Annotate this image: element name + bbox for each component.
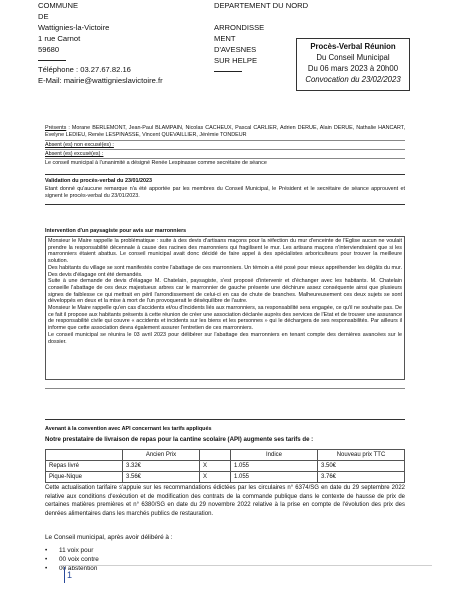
table-cell: 1.055 xyxy=(231,461,318,472)
absents-excuses: Absent (es) excusé(es) : xyxy=(45,151,104,157)
tarifs-paragraph: Cette actualisation tarifaire s'appuie sur les recommandations édictées par les circulaires n° 6374/SG en date du 29 septembre 2022 relative aux conditions d'exécution et de modification des contrats de la commande publique dans le contexte de hausse de prix de certaines matières premières et n° 6380/SG en date du 29 novembre 2022 relative à la prise en compte de l'évolution des prix des denrées alimentaires dans les marchés publics de restauration. xyxy=(45,485,405,517)
divider xyxy=(45,158,405,159)
section-rule xyxy=(45,174,405,175)
table-cell: 3.50€ xyxy=(318,461,405,472)
tarifs-table xyxy=(45,449,405,483)
divider xyxy=(45,140,405,141)
list-item: • 00 voix contre xyxy=(45,555,99,564)
commune-postcode: 59680 xyxy=(38,45,60,54)
page-number: 1 xyxy=(67,570,73,580)
divider xyxy=(38,60,66,61)
arrondissement-line: ARRONDISSE xyxy=(214,23,265,32)
department-header xyxy=(214,0,308,75)
table-header-cell xyxy=(200,450,231,461)
divider xyxy=(214,71,242,72)
commune-line: COMMUNE xyxy=(38,1,79,10)
commune-address: 1 rue Carnot xyxy=(38,34,81,43)
list-item: • 11 voix pour xyxy=(45,546,99,555)
absents-non-excuses: Absent (es) non excusé(es) : xyxy=(45,142,114,148)
table-header-cell: Ancien Prix xyxy=(123,450,200,461)
table-cell: X xyxy=(200,461,231,472)
section-title: Intervention d'un paysagiste pour avis sur marronniers xyxy=(45,228,187,234)
table-cell: 3.76€ xyxy=(318,472,405,483)
table-cell: 3.32€ xyxy=(123,461,200,472)
commune-phone: Téléphone : 03.27.67.82.16 xyxy=(38,65,131,74)
table-row xyxy=(46,461,405,472)
arrondissement-line: D'AVESNES xyxy=(214,45,257,54)
table-cell: 1.055 xyxy=(231,472,318,483)
pv-date: Du 06 mars 2023 à 20h00 xyxy=(307,64,399,73)
footer-bar xyxy=(64,567,65,583)
presents-label: Présents xyxy=(45,125,67,131)
pv-title: Procès-Verbal Réunion xyxy=(310,42,396,51)
commune-email: E-Mail: mairie@wattigniesla​victoire.fr xyxy=(38,76,163,85)
footer-rule xyxy=(60,565,432,566)
divider xyxy=(45,149,405,150)
section-text: Etant donné qu'aucune remarque n'a été apportée par les membres du Conseil Municipal, le Président et le secrétaire de séance approuvent et signent le procès-verbal du 23/01/2023. xyxy=(45,186,405,199)
table-cell: 3.56€ xyxy=(123,472,200,483)
arrondissement-line: MENT xyxy=(214,34,236,43)
table-cell: Pique-Nique xyxy=(46,472,123,483)
section-rule xyxy=(45,204,405,205)
secretaire-line: Le conseil municipal à l'unanimité a désigné Renée Lespinasse comme secrétaire de séance xyxy=(45,160,267,166)
spacer xyxy=(214,11,308,22)
presence-block xyxy=(45,125,405,138)
section-title: Avenant à la convention avec API concernant les tarifs appliqués xyxy=(45,426,212,432)
pv-title-box xyxy=(296,38,410,91)
commune-line: DE xyxy=(38,12,49,21)
arrondissement-line: SUR HELPE xyxy=(214,56,258,65)
table-header-row xyxy=(46,450,405,461)
pv-convocation: Convocation du 23/02/2023 xyxy=(305,75,401,84)
section-rule xyxy=(45,419,405,420)
marronniers-text xyxy=(48,238,402,345)
table-header-cell xyxy=(46,450,123,461)
commune-name: Wattignies-la-Victoire xyxy=(38,23,110,32)
table-cell: X xyxy=(200,472,231,483)
table-header-cell: Indice xyxy=(231,450,318,461)
pv-subtitle: Du Conseil Municipal xyxy=(316,53,390,62)
section-title: Validation du procès-verbal du 23/01/2023 xyxy=(45,178,152,184)
divider xyxy=(45,388,405,389)
paragraph: Le conseil municipal se réunira le 03 avril 2023 pour délibérer sur l'abattage des marronniers en tenant compte des dernières avancées sur le dossier. xyxy=(48,331,402,345)
presents-line xyxy=(45,125,405,138)
paragraph: Monsieur le Maire rappelle qu'en cas d'accidents et/ou d'incidents liés aux marronniers, sa responsabilité sera engagée, ce qu'il ne souhaite pas. De ce fait il propose aux habitants présents à cette réunion de créer une association déclarée auprès des services de l'Etat et de trouver une assurance de responsabilité civile qui couvre « accidents et incidents sur les biens et les personnes » qui le déchargera de ses responsabilités. Par ailleurs il informe que cette association devra également assurer l'entretien de ces marronniers. xyxy=(48,305,402,332)
paragraph: Suite à une demande de devis d'élagage M. Chatelain, paysagiste, s'est proposé d'intervenir et d'échanger avec les habitants. M. Chatelain conseille l'abattage de ces deux majestueux arbres car le marronnier de gauche présente une déchirure assez conséquente ainsi que plusieurs signes de faiblesse ce qui mettrait en péril l'arrondissement de celui-ci en cas de chute de branches. Malheureusement ces deux sujets se sont développés en deux et la mise à mort de l'un provoquerait le déséquilibre de l'autre. xyxy=(48,278,402,305)
paragraph: Des habitants du village se sont manifestés contre l'abattage de ces marronniers. Un témoin a été posé pour mieux appréhender les dégâts du mur. Des devis d'élagage ont été demandés. xyxy=(48,264,402,278)
table-header-cell: Nouveau prix TTC xyxy=(318,450,405,461)
vote-intro: Le Conseil municipal, après avoir délibéré à : xyxy=(45,534,173,541)
paragraph: Monsieur le Maire rappelle la problématique : suite à des devis d'artisans maçons pour la réfection du mur d'enceinte de l'Eglise aucun ne voulait prendre la responsabilité décennale à cause des racines des marronniers qui fragilisent le mur. Les artisans maçons n'interviendraient que si les marronniers étaient abattus. Le conseil municipal avait donc décidé de faire appel à des spécialistes arboriculteurs pour trouver la meilleure solution. xyxy=(48,238,402,265)
vote-list xyxy=(45,546,99,573)
list-item: • 00 abstention xyxy=(45,564,99,573)
table-cell: Repas livré xyxy=(46,461,123,472)
department-line: DEPARTEMENT DU NORD xyxy=(214,1,309,10)
table-row xyxy=(46,472,405,483)
api-intro: Notre prestataire de livraison de repas pour la cantine scolaire (API) augmente ses tarifs de : xyxy=(45,436,314,443)
commune-header xyxy=(38,0,163,86)
presents-text: : Morane BERLEMONT, Jean-Paul BLAMPAIN, Nicolas CACHEUX, Pascal CARLIER, Adrien DERUE, Alain DERUE, Nathalie HANCART, Evelyne LEDIEU, Renée LESPINASSE, Vincent QUEVAILLIER, Jérémie TONDEUR xyxy=(45,125,405,138)
